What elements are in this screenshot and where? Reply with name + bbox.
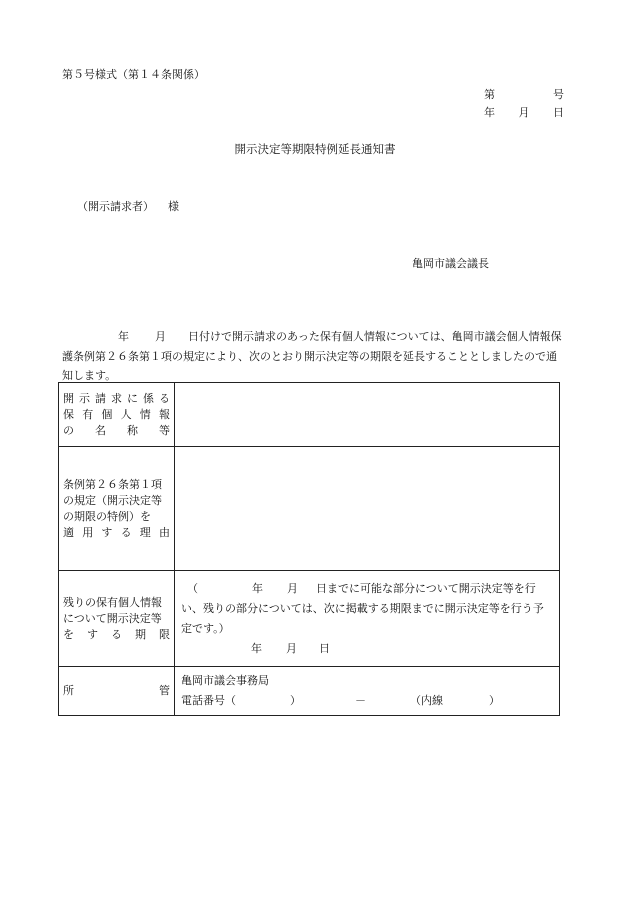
label-line: の期限の特例）を	[63, 509, 151, 523]
number-prefix: 第	[484, 88, 495, 101]
deadline-year: 年	[252, 581, 263, 595]
sender: 亀岡市議会議長	[412, 257, 489, 270]
document-title: 開示決定等期限特例延長通知書	[234, 142, 396, 156]
body-year: 年	[118, 330, 129, 343]
final-month: 月	[286, 641, 297, 655]
phone-close: ）	[290, 694, 301, 707]
notice-table	[58, 382, 560, 716]
document-date	[484, 104, 564, 120]
label-line: の 名 称 等	[63, 423, 170, 437]
date-month: 月	[518, 106, 530, 119]
document-number	[484, 86, 564, 102]
label-line: の規定（開示決定等	[63, 493, 162, 507]
label-info-name	[59, 383, 175, 447]
jurisdiction-field	[175, 667, 560, 716]
label-line: 開 示 請 求 に 係 る	[63, 391, 170, 405]
table-row	[59, 571, 560, 667]
date-day: 日	[553, 106, 564, 119]
phone-label: 電話番号（	[181, 694, 236, 707]
label-line: を す る 期 限	[63, 627, 170, 641]
info-name-field	[175, 383, 560, 447]
body-paragraph	[62, 327, 562, 386]
form-number: 第５号様式（第１４条関係）	[62, 68, 205, 81]
body-month: 月	[155, 330, 166, 343]
deadline-month: 月	[287, 581, 298, 595]
final-day: 日	[319, 641, 330, 655]
date-year: 年	[484, 106, 495, 119]
table-row	[59, 447, 560, 571]
label-line: 適 用 す る 理 由	[63, 525, 170, 539]
remaining-deadline-field	[175, 571, 560, 667]
body-text: 日付けで開示請求のあった保有個人情報については、亀岡市議会個人情報保護条例第２６条第１項の規定により、次のとおり開示決定等の期限を延長することとしましたので通知します。	[62, 330, 562, 382]
recipient-honorific: 様	[168, 200, 179, 213]
table-row	[59, 667, 560, 716]
deadline-description: 日までに可能な部分について開示決定等を行い、残りの部分については、次に掲載する期限までに開示決定等を行う予定です。）	[181, 581, 544, 635]
reason-field	[175, 447, 560, 571]
deadline-text: （ 年 月 日までに可能な部分について開示決定等を行い、残りの部分については、次に掲載する期限までに開示決定等を行う予定です。）	[181, 581, 544, 635]
label-reason	[59, 447, 175, 571]
extension-close: ）	[489, 694, 500, 707]
table-row	[59, 383, 560, 447]
label-jurisdiction: 所 管	[59, 667, 175, 716]
extension-open: （内線	[410, 694, 443, 707]
label-line: 残りの保有個人情報	[63, 595, 162, 609]
final-year: 年	[251, 641, 262, 655]
phone-line	[181, 691, 553, 711]
label-line: 条例第２６条第１項	[63, 477, 162, 491]
office-name: 亀岡市議会事務局	[181, 674, 269, 687]
label-remaining-deadline	[59, 571, 175, 667]
recipient	[77, 198, 179, 214]
label-line: 保 有 個 人 情 報	[63, 407, 170, 421]
recipient-name: （開示請求者）	[77, 200, 154, 213]
phone-dash: －	[355, 694, 366, 707]
final-deadline	[181, 639, 553, 659]
label-line: について開示決定等	[63, 611, 162, 625]
number-suffix: 号	[553, 88, 564, 101]
